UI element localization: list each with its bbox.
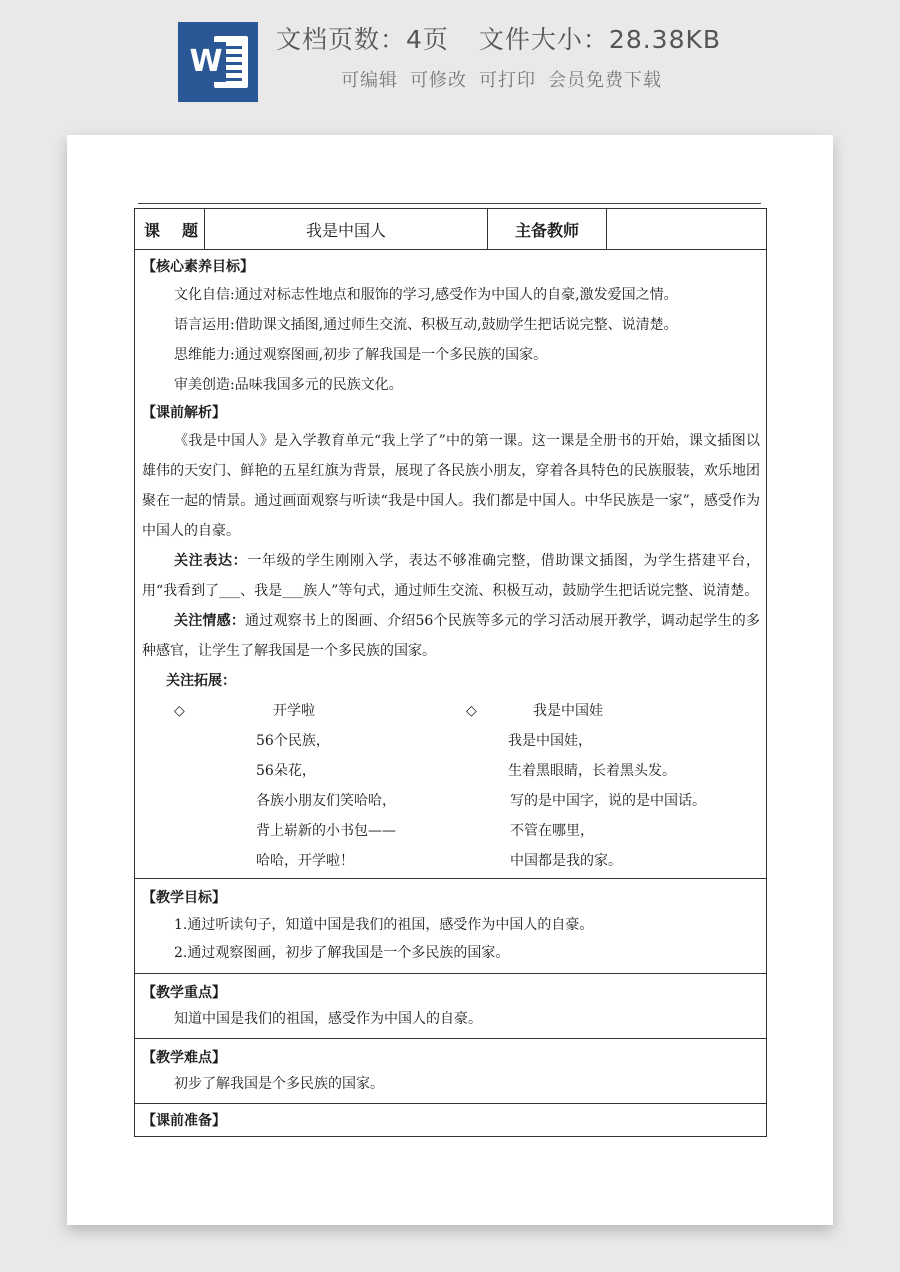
- analysis-paragraph: 《我是中国人》是入学教育单元“我上学了”中的第一课。这一课是全册书的开始，课文插图以雄伟的天安门、鲜艳的五星红旗为背景，展现了各民族小朋友，穿着各具特色的民族服装，欢乐地团聚在一起的情景。通过画面观察与听读“我是中国人。我们都是中国人。中华民族是一家”，感受作为中国人的自豪。: [142, 433, 760, 539]
- word-icon-letter: W: [186, 42, 226, 82]
- teaching-goal-item: 1.通过听读句子，知道中国是我们的祖国，感受作为中国人的自豪。: [174, 917, 594, 933]
- feature-printable: 可打印: [479, 70, 536, 91]
- core-goal-item: 语言运用:借助课文插图,通过师生交流、积极互动,鼓励学生把话说完整、说清楚。: [174, 317, 678, 333]
- lesson-header-row: [135, 209, 767, 250]
- teaching-goal-item: 2.通过观察图画，初步了解我国是一个多民族的国家。: [174, 945, 510, 961]
- topic-label: 课 题: [135, 209, 205, 250]
- download-banner: [0, 0, 900, 120]
- difficulty-row: [135, 1039, 767, 1104]
- core-goal-item: 文化自信:通过对标志性地点和服饰的学习,感受作为中国人的自豪,激发爱国之情。: [174, 287, 678, 303]
- feature-member-download: 会员免费下载: [548, 70, 662, 91]
- feature-modifiable: 可修改: [410, 70, 467, 91]
- poem-line: 我是中国娃，: [508, 733, 592, 749]
- poem-line: 背上崭新的小书包——: [256, 823, 396, 839]
- poem-title: 开学啦: [273, 703, 315, 719]
- poem-line: 生着黑眼睛，长着黑头发。: [508, 763, 676, 779]
- teaching-goals-heading: 【教学目标】: [142, 890, 226, 906]
- file-size: 文件大小：28.38KB: [478, 25, 722, 54]
- feature-list: [341, 66, 674, 92]
- lead-teacher-label: 主备教师: [488, 209, 607, 250]
- preparation-row: [135, 1104, 767, 1137]
- difficulty-text: 初步了解我国是个多民族的国家。: [174, 1076, 384, 1092]
- header-rule: [138, 203, 761, 204]
- teaching-goals-row: [135, 879, 767, 974]
- lead-teacher-value: [607, 209, 767, 250]
- focus-extension-label: 关注拓展：: [166, 673, 236, 689]
- lesson-title: 我是中国人: [205, 209, 488, 250]
- core-goals-heading: 【核心素养目标】: [142, 259, 254, 275]
- document-meta: [276, 20, 721, 56]
- key-point-text: 知道中国是我们的祖国，感受作为中国人的自豪。: [174, 1011, 482, 1027]
- poem-marker: ◇: [466, 703, 477, 719]
- poem-line: 写的是中国字，说的是中国话。: [510, 793, 706, 809]
- preparation-heading: 【课前准备】: [142, 1113, 226, 1129]
- poem-line: 中国都是我的家。: [510, 853, 622, 869]
- poem-title: 我是中国娃: [533, 703, 603, 719]
- poem-line: 哈哈，开学啦！: [256, 853, 354, 869]
- feature-editable: 可编辑: [341, 70, 398, 91]
- poem-line: 各族小朋友们笑哈哈，: [256, 793, 396, 809]
- core-goal-item: 思维能力:通过观察图画,初步了解我国是一个多民族的国家。: [174, 347, 548, 363]
- difficulty-heading: 【教学难点】: [142, 1050, 226, 1066]
- poem-line: 不管在哪里，: [510, 823, 594, 839]
- poem-line: 56朵花，: [256, 763, 316, 779]
- focus-expression: 关注表达：一年级的学生刚刚入学，表达不够准确完整，借助课文插图，为学生搭建平台，用“我看到了___、我是___族人”等句式，通过师生交流、积极互动，鼓励学生把话说完整、说清楚。: [142, 553, 761, 599]
- key-point-row: [135, 974, 767, 1039]
- lesson-plan-table: [134, 208, 767, 1137]
- focus-emotion: 关注情感：通过观察书上的图画、介绍56个民族等多元的学习活动展开教学，调动起学生的多种感官，让学生了解我国是一个多民族的国家。: [142, 613, 761, 659]
- core-and-analysis-row: [135, 250, 767, 879]
- page-count: 文档页数：4页: [276, 25, 449, 54]
- extension-poems: [142, 696, 760, 872]
- poem-line: 56个民族，: [256, 733, 330, 749]
- word-document-icon: [178, 22, 258, 102]
- core-goal-item: 审美创造:品味我国多元的民族文化。: [174, 377, 403, 393]
- poem-marker: ◇: [174, 703, 185, 719]
- key-point-heading: 【教学重点】: [142, 985, 226, 1001]
- analysis-heading: 【课前解析】: [142, 405, 226, 421]
